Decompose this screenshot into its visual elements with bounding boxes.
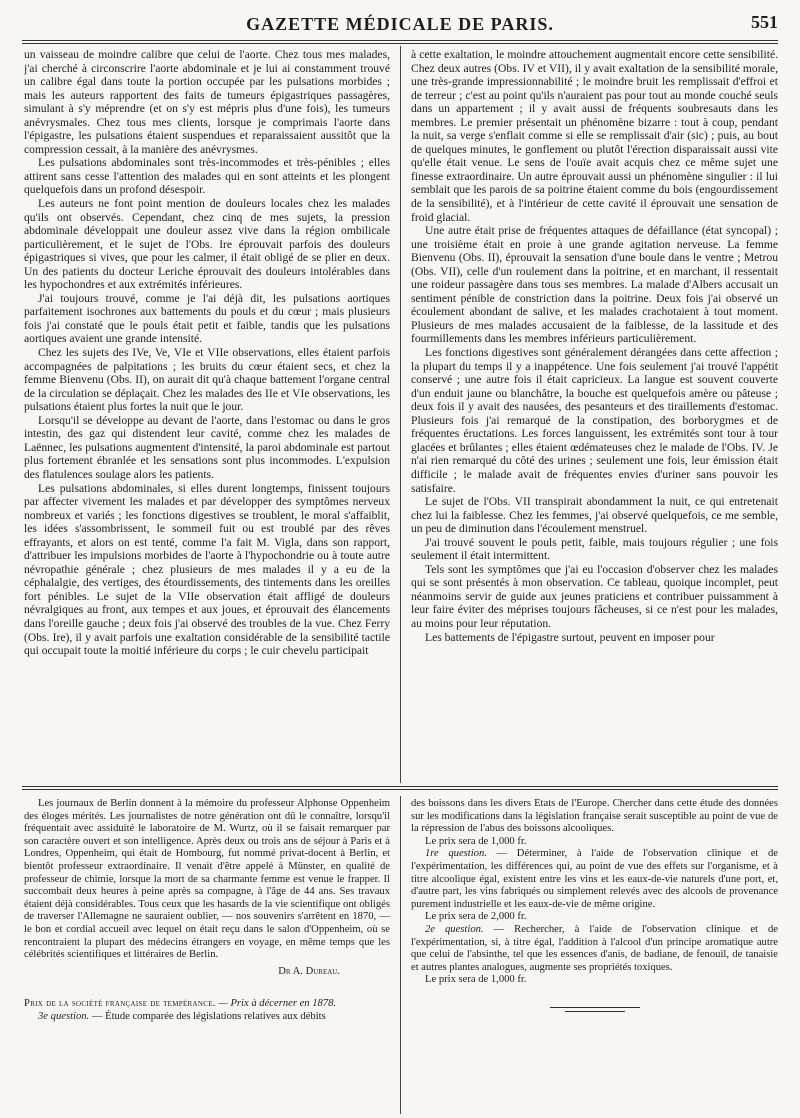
paragraph: des boissons dans les divers États de l'Europe. Chercher dans cette étude des données sur les modifications dans la législation française serait susceptible au point de vue de la répression de l'abus des boissons alcooliques. [411,798,778,835]
journal-title: GAZETTE MÉDICALE DE PARIS. [246,14,554,34]
article-column-left [24,48,390,783]
prize-heading: Prix de la société française de tempérance. [24,998,216,1010]
obituary-paragraph: Les journaux de Berlin donnent à la mémoire du professeur Alphonse Oppenheim des éloges mérités. Les journalistes de notre génération ont dû le connaître, lorsqu'il fréquentait avec assiduité le laboratoire de M. Wurtz, où il se faisait remarquer par son caractère ouvert et son intelligence. Après deux ou trois ans de séjour à Paris et à Londres, Oppenheim, qui était de Hombourg, fut nommé privat-docent à Berlin, et bientôt professeur extraordinaire. Il venait d'être appelé à Münster, en qualité de professeur de chimie, lorsque la mort de sa charmante femme est venue le frapper. Il succombait deux heures à peine après sa compagne, à l'âge de 44 ans. Ses travaux étaient déjà considérables. Tous ceux que les hasards de la vie scientifique ont obligés de traverser l'Allemagne ne sauraient oublier, — nos souvenirs s'arrêtent en 1870, — le bon et cordial accueil avec lequel on était reçu dans le salon d'Oppenheim, où se rencontraient la plupart des médecins étrangers en voyage, en même temps que les célébrités scientifiques et littéraires de Berlin. [24,798,390,961]
question-2-label: 2e question. [425,923,484,935]
prize-amount: Le prix sera de 2,000 fr. [425,911,527,923]
prize-announcement [24,998,390,1011]
paragraph: Une autre était prise de fréquentes attaques de défaillance (état syncopal) ; une troisième était en proie à une grande agitation nerveuse. La femme Bienvenu (Obs. II), éprouvait la sensation d'une boule dans le ventre ; Metrou (Obs. VII), celle d'un roulement dans la poitrine, et en marchant, il ressentait une roideur passagère dans tous ses membres. La malade d'Albers accusait un sentiment pénible de constriction dans la poitrine. Deux fois j'ai observé un écoulement abondant de salive, et les malades crachotaient à tout moment. Plusieurs de mes malades accusaient de la faiblesse, de la lassitude et des fourmillements dans les membres inférieurs particulièrement. [411,224,778,346]
prize-amount: Le prix sera de 1,000 fr. [425,835,527,847]
paragraph: Les battements de l'épigastre surtout, peuvent en imposer pour [425,630,715,644]
paragraph: Les pulsations abdominales, si elles durent longtemps, finissent toujours par affecter vivement les malades et par développer des symptômes nerveux nombreux et variés ; les fonctions digestives se troublent, le moral s'affaiblit, les idées s'assombrissent, le sommeil fuit ou est troublé par des rêves effrayants, et alors on est tenté, comme l'a fait M. Vigla, dans son rapport, d'attribuer les impulsions morbides de l'aorte à l'hypochondrie ou à toute autre névropathie générale ; chez plusieurs de mes malades il y a eu de la céphalalgie, des vertiges, des étourdissements, des tintements dans les oreilles fort pénibles. Le sujet de la VIIe observation était affligé de douleurs névralgiques au front, aux tempes et aux joues, et éprouvait des élancements dans l'oreille gauche ; deux fois j'ai observé des troubles de la vue. Chez Ferry (Obs. Ire), il y avait parfois une exaltation considérable de la sensibilité tactile qui occupait toute la moitié inférieure du corps ; le cuir chevelu participait [24,481,390,658]
question-3 [24,1011,390,1024]
paragraph: Chez les sujets des IVe, Ve, VIe et VIIe observations, elles étaient parfois accompagnées de palpitations ; les bruits du cœur étaient secs, et chez la femme Bienvenu (Obs. II), on aurait dit qu'à chaque battement l'organe central de la circulation se déplaçait. Chez les malades des IIe et VIe observations, les pulsations étaient plus fortes la nuit que le jour. [24,346,390,414]
question-3-label: 3e question. [38,1010,90,1022]
end-rule-thin [565,1011,625,1012]
paragraph: Lorsqu'il se développe au devant de l'aorte, dans l'estomac ou dans le gros intestin, des gaz qui distendent leur cavité, comme chez les malades de Laënnec, les pulsations augmentent d'intensité, la paroi abdominale est partout plus fortement ébranlée et les sensations sont plus incommodes. L'expulsion des flatulences soulage alors les patients. [24,413,390,481]
news-column-right [411,798,778,1114]
paragraph: J'ai trouvé souvent le pouls petit, faible, mais toujours régulier ; une fois seulement il était intermittent. [411,535,778,563]
question-2 [411,924,778,974]
page-header [22,8,778,38]
question-1-text: — Déterminer, à l'aide de l'observation clinique et de l'expérimentation, les différences qui, au point de vue des effets sur l'organisme, et à titre alcoolique égal, existent entre les vins et les eaux-de-vie naturels d'une port, et, d'autre part, les vins fabriqués ou simplement relevés avec des alcools de provenance purement industrielle et les eaux-de-vie de même origine. [411,848,778,910]
prize-heading-tail: — Prix à décerner en 1878. [218,998,337,1010]
question-3-text: — Étude comparée des législations relatives aux débits [91,1010,326,1022]
section-rule [22,786,778,787]
header-rule [22,40,778,41]
question-1 [411,848,778,911]
paragraph: Les auteurs ne font point mention de douleurs locales chez les malades qu'ils ont observés. Cependant, chez cinq de mes sujets, la pression abdominale développait une douleur assez vive dans la région ombilicale particulièrement, et le sujet de l'Obs. Ire éprouvait parfois des douleurs épigastriques si vives, que pour les calmer, il était obligé de se plier en deux. Un des patients du docteur Leriche éprouvait des douleurs intolérables dans les hypochondres et aux extrémités inférieures. [24,197,390,292]
end-rule [550,1007,640,1008]
header-rule-thin [22,43,778,44]
question-2-text: — Rechercher, à l'aide de l'observation clinique et de l'expérimentation, si, à titre égal, l'addition à l'alcool d'un principe aromatique autre que celui de l'absinthe, tel que les essences d'anis, de badiane, de fenouil, de tanaisie et autres plantes analogues, augmente ses propriétés toxiques. [411,923,778,973]
news-column-left [24,798,390,1114]
paragraph: Les pulsations abdominales sont très-incommodes et très-pénibles ; elles attirent sans cesse l'attention des malades qui en sont atteints et les plongent quelquefois dans un profond désespoir. [24,156,390,197]
section-rule-thin [22,789,778,790]
page-number: 551 [751,12,778,32]
article-column-right [411,48,778,783]
paragraph: un vaisseau de moindre calibre que celui de l'aorte. Chez tous mes malades, j'ai cherché à circonscrire l'aorte abdominale et je lui ai constamment trouvé un calibre égal dans toute la portion occupée par les pulsations morbides ; mais les auteurs rapportent des faits de tumeurs épigastriques passagères, simulant à s'y méprendre (et on s'y est mépris plus d'une fois), les tumeurs anévrysmales. Chez tous mes clients, lorsque je comprimais l'aorte dans l'épigastre, les pulsations étaient suspendues et reparaissaient aussitôt que la compression cessait, à la manière des anévrysmes. [24,48,390,156]
signature: Dr A. Dureau. [278,965,340,977]
paragraph: à cette exaltation, le moindre attouchement augmentait encore cette sensibilité. Chez deux autres (Obs. IV et VII), il y avait exaltation de la sensibilité morale, une très-grande impressionnabilité ; le moindre bruit les remplissait d'effroi et de terreur ; c'est au point qu'ils n'auraient pas pour tout au monde couché seuls dans un appartement ; il y avait aussi de fréquents soubresauts dans les membres. Le premier présentait un phénomène bizarre : tout à coup, pendant la nuit, sa verge s'enflait comme si elle se remplissait d'air (sic) ; puis, au bout de quelques minutes, le gonflement ou plutôt l'érection disparaissait aussi vite qu'elle était venue. Le sens de l'ouïe avait acquis chez ce même sujet une finesse extraordinaire. Un autre éprouvait aussi un phénomène singulier : il lui semblait que les parois de sa poitrine étaient comme du bois (engourdissement de la sensibilité), et à l'intérieur de cette cavité il éprouvait une sensation de froid glacial. [411,48,778,224]
prize-amount: Le prix sera de 1,000 fr. [425,974,527,986]
paragraph: J'ai toujours trouvé, comme je l'ai déjà dit, les pulsations aortiques parfaitement isochrones aux battements du pouls et du cœur ; mais plusieurs fois j'ai constaté que le pouls était petit et faible, tandis que les pulsations aortiques avaient une grande intensité. [24,291,390,346]
paragraph: Tels sont les symptômes que j'ai eu l'occasion d'observer chez les malades qui se sont présentés à mon observation. Ce tableau, quoique incomplet, peut néanmoins servir de guide aux jeunes praticiens et contribuer puissamment à leur faire éviter des méprises toujours fâcheuses, si ce n'est pour les malades, au moins pour leur réputation. [411,562,778,630]
paragraph: Les fonctions digestives sont généralement dérangées dans cette affection ; la plupart du temps il y a inappétence. Une fois seulement j'ai trouvé l'appétit conservé ; une autre fois il était capricieux. La langue est souvent couverte d'un enduit jaune ou blanchâtre, la bouche est quelquefois amère ou pâteuse ; deux fois il y avait des nausées, des pesanteurs et des tiraillements d'estomac. Plusieurs fois j'ai remarqué de la constipation, des borborygmes et de fréquentes éructations. Les forces languissent, les extrémités sont tour à tour glacées et brûlantes ; elles étaient œdémateuses chez le malade de l'Obs. IV. Je n'ai rien remarqué du côté des urines ; seulement une fois, leur émission était difficile ; le malade avait de fréquentes envies d'uriner sans pouvoir les satisfaire. [411,346,778,495]
column-divider [400,46,401,783]
paragraph: Le sujet de l'Obs. VII transpirait abondamment la nuit, ce qui entretenait chez lui la faiblesse. Chez les femmes, j'ai observé quelquefois, ce me semble, un peu de diminution dans l'écoulement menstruel. [411,495,778,536]
column-divider-lower [400,796,401,1114]
question-1-label: 1re question. [425,848,487,860]
